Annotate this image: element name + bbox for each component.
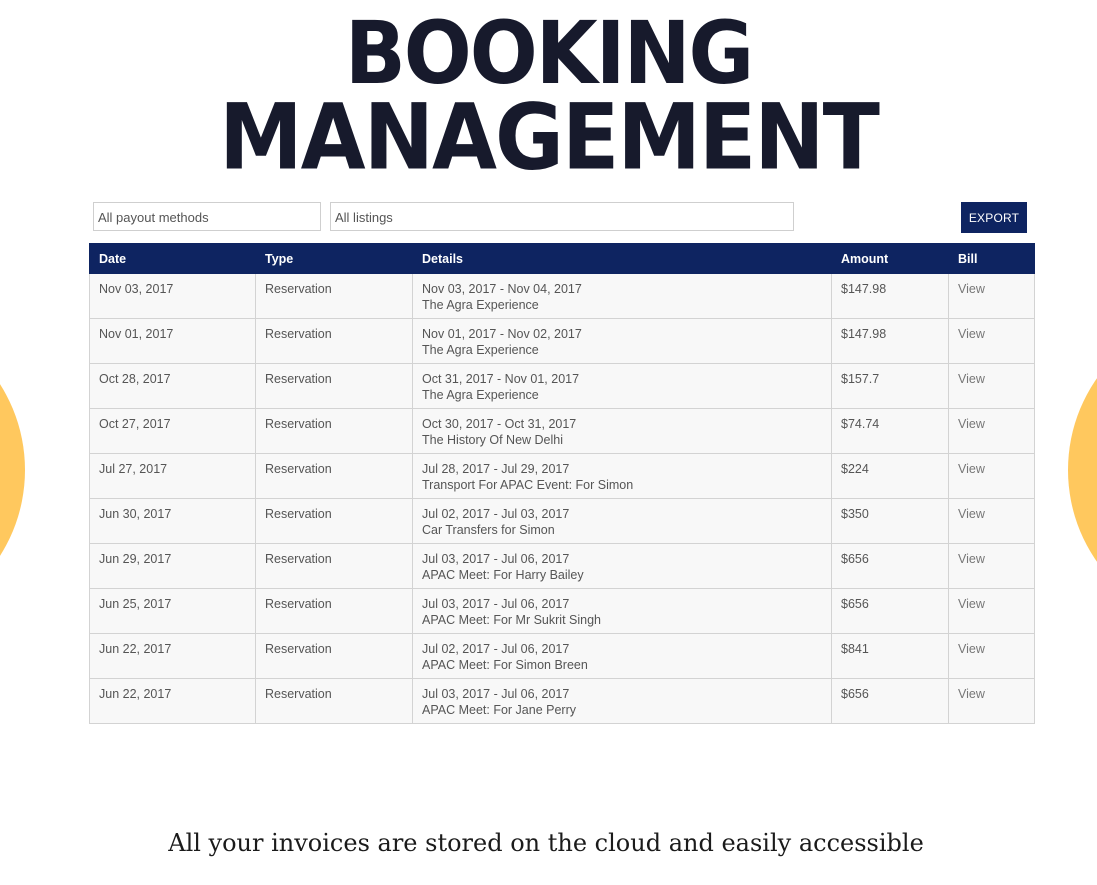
- details-date-range: Jul 28, 2017 - Jul 29, 2017: [422, 462, 570, 476]
- view-bill-link[interactable]: View: [958, 597, 985, 611]
- cell-type: Reservation: [256, 499, 413, 544]
- details-date-range: Jul 03, 2017 - Jul 06, 2017: [422, 597, 570, 611]
- cell-type: Reservation: [256, 274, 413, 319]
- details-listing-title: The Agra Experience: [422, 388, 539, 402]
- table-row: [90, 499, 1035, 544]
- cell-amount: $350: [832, 499, 949, 544]
- table-header-row: [90, 244, 1035, 274]
- view-bill-link[interactable]: View: [958, 327, 985, 341]
- details-date-range: Jul 03, 2017 - Jul 06, 2017: [422, 552, 570, 566]
- details-date-range: Nov 01, 2017 - Nov 02, 2017: [422, 327, 582, 341]
- view-bill-link[interactable]: View: [958, 372, 985, 386]
- cell-details: [413, 409, 832, 454]
- cell-amount: $656: [832, 544, 949, 589]
- table-row: [90, 274, 1035, 319]
- details-date-range: Jul 03, 2017 - Jul 06, 2017: [422, 687, 570, 701]
- details-listing-title: The History Of New Delhi: [422, 433, 564, 447]
- cell-bill: [949, 319, 1035, 364]
- table-row: [90, 409, 1035, 454]
- cell-details: [413, 454, 832, 499]
- headline-management: MANAGEMENT: [219, 84, 878, 190]
- view-bill-link[interactable]: View: [958, 552, 985, 566]
- details-date-range: Nov 03, 2017 - Nov 04, 2017: [422, 282, 582, 296]
- cell-details: [413, 679, 832, 724]
- cell-date: Jun 22, 2017: [90, 634, 256, 679]
- column-header-details[interactable]: Details: [413, 244, 832, 274]
- view-bill-link[interactable]: View: [958, 282, 985, 296]
- column-header-bill[interactable]: Bill: [949, 244, 1035, 274]
- cell-details: [413, 364, 832, 409]
- export-button[interactable]: EXPORT: [961, 202, 1027, 233]
- cell-bill: [949, 274, 1035, 319]
- table-row: [90, 679, 1035, 724]
- cell-date: Jun 29, 2017: [90, 544, 256, 589]
- cell-amount: $74.74: [832, 409, 949, 454]
- cell-date: Oct 27, 2017: [90, 409, 256, 454]
- view-bill-link[interactable]: View: [958, 687, 985, 701]
- cell-amount: $656: [832, 679, 949, 724]
- table-row: [90, 364, 1035, 409]
- view-bill-link[interactable]: View: [958, 642, 985, 656]
- details-listing-title: The Agra Experience: [422, 343, 539, 357]
- cell-type: Reservation: [256, 364, 413, 409]
- cell-bill: [949, 679, 1035, 724]
- table-row: [90, 454, 1035, 499]
- cell-date: Jun 22, 2017: [90, 679, 256, 724]
- details-listing-title: Car Transfers for Simon: [422, 523, 555, 537]
- column-header-type[interactable]: Type: [256, 244, 413, 274]
- cell-type: Reservation: [256, 634, 413, 679]
- details-date-range: Oct 30, 2017 - Oct 31, 2017: [422, 417, 577, 431]
- table-row: [90, 634, 1035, 679]
- bookings-table: [89, 243, 1035, 724]
- details-listing-title: Transport For APAC Event: For Simon: [422, 478, 634, 492]
- column-header-date[interactable]: Date: [90, 244, 256, 274]
- cell-bill: [949, 499, 1035, 544]
- table-row: [90, 544, 1035, 589]
- decorative-circle-right: [1068, 310, 1097, 630]
- cell-details: [413, 499, 832, 544]
- payout-method-select[interactable]: All payout methods: [93, 202, 321, 231]
- cell-date: Jun 30, 2017: [90, 499, 256, 544]
- cell-date: Oct 28, 2017: [90, 364, 256, 409]
- booking-panel: [83, 190, 1041, 742]
- cell-type: Reservation: [256, 409, 413, 454]
- cell-amount: $841: [832, 634, 949, 679]
- cell-details: [413, 319, 832, 364]
- cell-amount: $656: [832, 589, 949, 634]
- listings-select[interactable]: All listings: [330, 202, 794, 231]
- details-date-range: Jul 02, 2017 - Jul 03, 2017: [422, 507, 570, 521]
- cell-date: Jun 25, 2017: [90, 589, 256, 634]
- cell-details: [413, 589, 832, 634]
- view-bill-link[interactable]: View: [958, 507, 985, 521]
- cell-type: Reservation: [256, 544, 413, 589]
- view-bill-link[interactable]: View: [958, 417, 985, 431]
- cell-type: Reservation: [256, 319, 413, 364]
- cell-details: [413, 634, 832, 679]
- cell-details: [413, 274, 832, 319]
- details-listing-title: APAC Meet: For Simon Breen: [422, 658, 588, 672]
- cell-date: Nov 03, 2017: [90, 274, 256, 319]
- details-listing-title: The Agra Experience: [422, 298, 539, 312]
- cell-details: [413, 544, 832, 589]
- cell-type: Reservation: [256, 589, 413, 634]
- cell-bill: [949, 364, 1035, 409]
- details-date-range: Jul 02, 2017 - Jul 06, 2017: [422, 642, 570, 656]
- cell-bill: [949, 544, 1035, 589]
- table-row: [90, 319, 1035, 364]
- view-bill-link[interactable]: View: [958, 462, 985, 476]
- column-header-amount[interactable]: Amount: [832, 244, 949, 274]
- cell-type: Reservation: [256, 679, 413, 724]
- cell-bill: [949, 454, 1035, 499]
- details-date-range: Oct 31, 2017 - Nov 01, 2017: [422, 372, 580, 386]
- cell-bill: [949, 589, 1035, 634]
- headline-booking: BOOKING: [344, 3, 753, 104]
- decorative-circle-left: [0, 310, 25, 630]
- table-row: [90, 589, 1035, 634]
- details-listing-title: APAC Meet: For Harry Bailey: [422, 568, 584, 582]
- cell-type: Reservation: [256, 454, 413, 499]
- cell-amount: $157.7: [832, 364, 949, 409]
- details-listing-title: APAC Meet: For Jane Perry: [422, 703, 576, 717]
- cell-bill: [949, 409, 1035, 454]
- cell-date: Jul 27, 2017: [90, 454, 256, 499]
- details-listing-title: APAC Meet: For Mr Sukrit Singh: [422, 613, 601, 627]
- cell-amount: $147.98: [832, 274, 949, 319]
- caption-text: All your invoices are stored on the cloud and easily accessible: [168, 829, 924, 857]
- cell-bill: [949, 634, 1035, 679]
- cell-amount: $147.98: [832, 319, 949, 364]
- cell-amount: $224: [832, 454, 949, 499]
- cell-date: Nov 01, 2017: [90, 319, 256, 364]
